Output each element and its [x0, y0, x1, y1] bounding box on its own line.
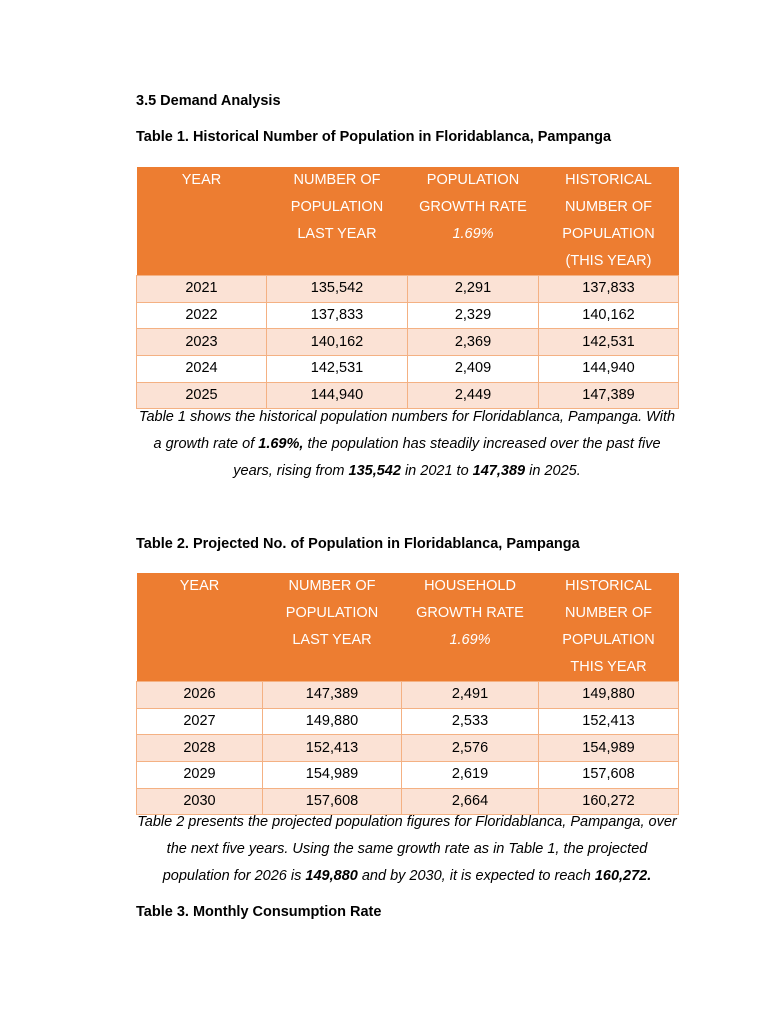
- column-header-line: HISTORICAL: [565, 578, 652, 594]
- column-header-line: POPULATION: [290, 199, 384, 215]
- table2-title: Table 2. Projected No. of Population in Floridablanca, Pampanga: [136, 536, 580, 552]
- table-cell: 137,833: [539, 276, 679, 303]
- table-cell: 2,664: [402, 788, 539, 815]
- table-cell: 149,880: [539, 682, 679, 709]
- column-header-line: NUMBER OF: [288, 578, 376, 594]
- table-cell: 2030: [137, 788, 263, 815]
- column-header-line: YEAR: [179, 578, 220, 594]
- table1-caption: [136, 404, 678, 485]
- table-row: [137, 708, 679, 735]
- table-cell: 135,542: [267, 276, 408, 303]
- caption-bold: 1.69%,: [258, 436, 304, 452]
- caption-text: Table 2 presents the projected population figures for Floridablanca, Pampanga, over the next five years. Using the same growth rate as in Table 1, the projected population for 2026 is: [137, 814, 677, 884]
- column-header: [137, 573, 263, 682]
- table-cell: 2024: [137, 356, 267, 383]
- table1: [136, 167, 679, 409]
- table1-body: [137, 276, 679, 409]
- table-cell: 2021: [137, 276, 267, 303]
- table-cell: 140,162: [267, 329, 408, 356]
- table-cell: 2026: [137, 682, 263, 709]
- caption-text: Table 1 shows the historical population numbers for Floridablanca, Pampanga. With a growth rate of: [138, 409, 676, 452]
- table-cell: 2,619: [402, 762, 539, 789]
- table-cell: 147,389: [263, 682, 402, 709]
- table-cell: 2029: [137, 762, 263, 789]
- table-cell: 2022: [137, 302, 267, 329]
- table-cell: 2027: [137, 708, 263, 735]
- table3-title: Table 3. Monthly Consumption Rate: [136, 904, 382, 920]
- table-row: [137, 356, 679, 383]
- table-cell: 2,576: [402, 735, 539, 762]
- table-cell: 2025: [137, 382, 267, 409]
- table2-caption: [136, 809, 678, 890]
- column-header-line: HISTORICAL: [565, 172, 652, 188]
- table-row: [137, 302, 679, 329]
- table-cell: 2028: [137, 735, 263, 762]
- table-cell: 144,940: [539, 356, 679, 383]
- table2-body: [137, 682, 679, 815]
- column-header: [408, 167, 539, 276]
- caption-text: the population has steadily increased over the past five years, rising from: [233, 436, 661, 479]
- table2-header-row: [137, 573, 679, 682]
- table-cell: 2023: [137, 329, 267, 356]
- table-cell: 154,989: [263, 762, 402, 789]
- column-header-line: GROWTH RATE: [419, 199, 527, 215]
- caption-text: in 2021 to: [400, 463, 473, 479]
- table-row: [137, 762, 679, 789]
- table-cell: 2,449: [408, 382, 539, 409]
- column-header: [539, 573, 679, 682]
- caption-text: and by 2030, it is expected to reach: [357, 868, 595, 884]
- table-cell: 142,531: [267, 356, 408, 383]
- column-header-line: NUMBER OF: [565, 605, 652, 621]
- table-cell: 2,533: [402, 708, 539, 735]
- table-cell: 152,413: [263, 735, 402, 762]
- column-header-line: POPULATION: [562, 226, 655, 242]
- column-header-line: NUMBER OF: [565, 199, 652, 215]
- caption-bold: 135,542: [348, 463, 401, 479]
- table-cell: 147,389: [539, 382, 679, 409]
- column-header-line: POPULATION: [285, 605, 379, 621]
- caption-bold: 160,272.: [594, 868, 652, 884]
- growth-rate-label: 1.69%: [449, 632, 491, 648]
- column-header-line: POPULATION: [562, 632, 655, 648]
- column-header-line: LAST YEAR: [292, 632, 372, 648]
- table-cell: 154,989: [539, 735, 679, 762]
- column-header-line: (THIS YEAR): [565, 253, 652, 269]
- column-header: [539, 167, 679, 276]
- column-header-line: LAST YEAR: [297, 226, 377, 242]
- table-cell: 2,291: [408, 276, 539, 303]
- column-header-line: YEAR: [181, 172, 222, 188]
- table1-title: Table 1. Historical Number of Population in Floridablanca, Pampanga: [136, 129, 612, 145]
- column-header-line: NUMBER OF: [293, 172, 381, 188]
- column-header-line: THIS YEAR: [570, 659, 647, 675]
- table-cell: 142,531: [539, 329, 679, 356]
- table-cell: 160,272: [539, 788, 679, 815]
- column-header: [402, 573, 539, 682]
- table-cell: 2,369: [408, 329, 539, 356]
- table-row: [137, 682, 679, 709]
- table-cell: 140,162: [539, 302, 679, 329]
- table-row: [137, 276, 679, 303]
- table-cell: 152,413: [539, 708, 679, 735]
- column-header: [267, 167, 408, 276]
- caption-bold: 147,389: [472, 463, 526, 479]
- table-cell: 2,409: [408, 356, 539, 383]
- column-header-line: POPULATION: [426, 172, 520, 188]
- table-cell: 149,880: [263, 708, 402, 735]
- column-header-line: GROWTH RATE: [416, 605, 524, 621]
- caption-bold: 149,880: [305, 868, 358, 884]
- table1-header-row: [137, 167, 679, 276]
- growth-rate-label: 1.69%: [452, 226, 494, 242]
- table-cell: 2,491: [402, 682, 539, 709]
- table-cell: 2,329: [408, 302, 539, 329]
- column-header: [137, 167, 267, 276]
- table-row: [137, 735, 679, 762]
- table-cell: 137,833: [267, 302, 408, 329]
- table-row: [137, 329, 679, 356]
- table-cell: 157,608: [263, 788, 402, 815]
- caption-text: in 2025.: [525, 463, 581, 479]
- table2: [136, 573, 679, 815]
- column-header: [263, 573, 402, 682]
- section-title: 3.5 Demand Analysis: [136, 93, 281, 109]
- table-cell: 144,940: [267, 382, 408, 409]
- table-cell: 157,608: [539, 762, 679, 789]
- column-header-line: HOUSEHOLD: [424, 578, 516, 594]
